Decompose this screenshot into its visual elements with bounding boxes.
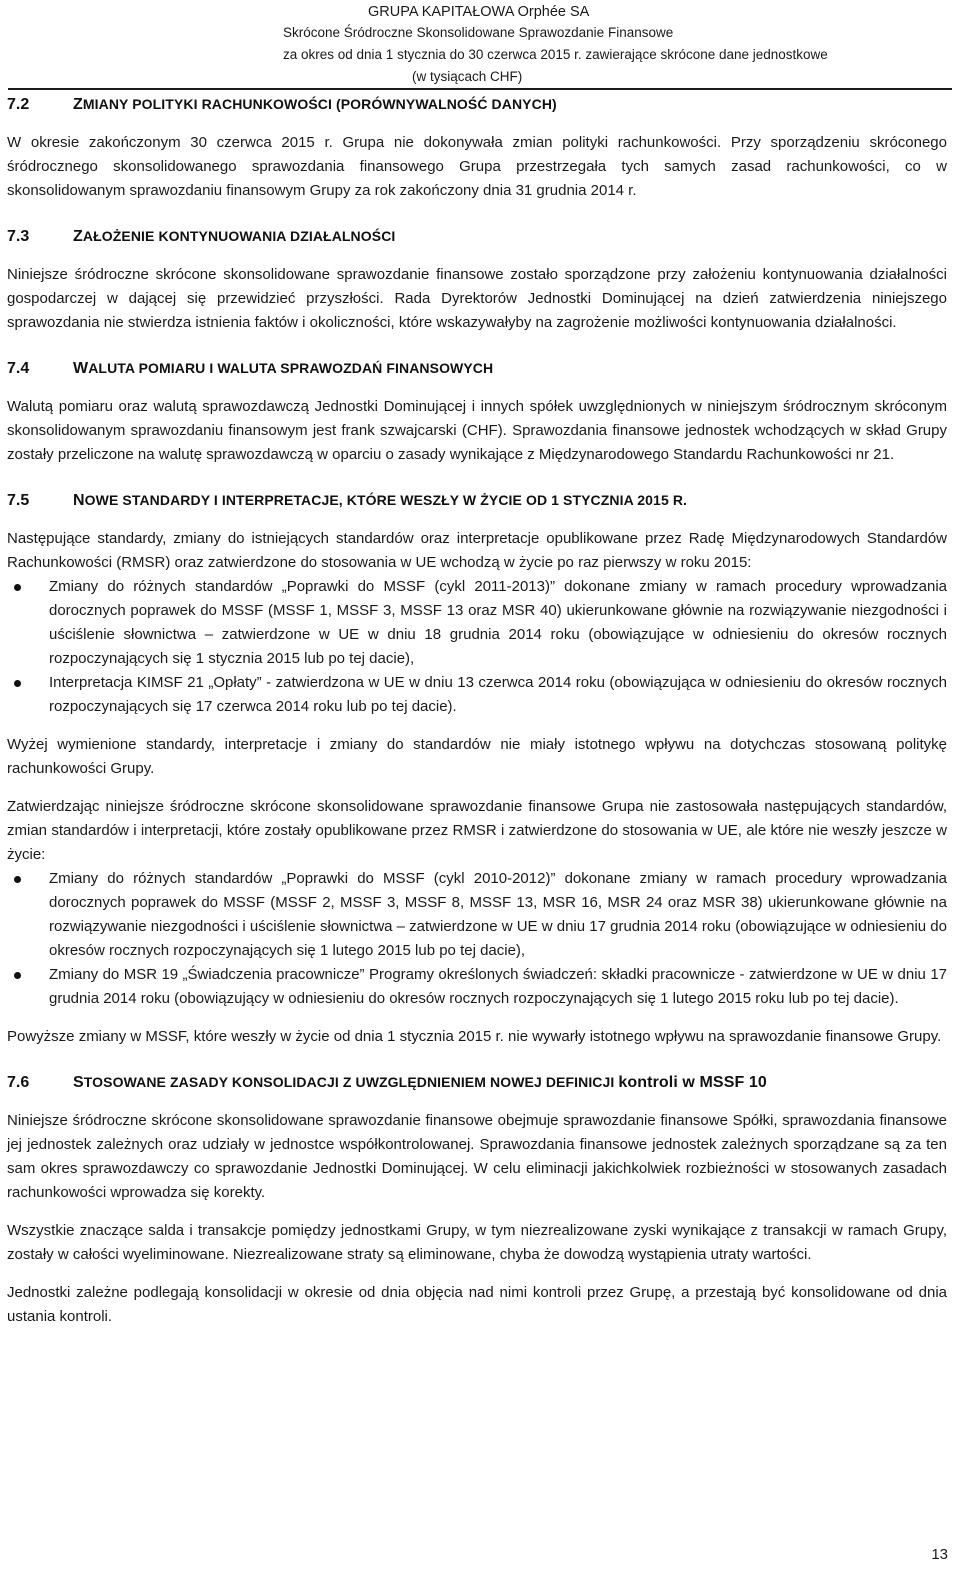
section-heading-7-3 bbox=[7, 224, 947, 249]
paragraph: Niniejsze śródroczne skrócone skonsolidowane sprawozdanie finansowe obejmuje sprawozdanie finansowe Spółki, sprawozdania finansowe jej jednostek zależnych oraz udziały w jednostce współkontrolowanej. Sprawozdania finansowe jednostek zależnych sporządzane są za ten sam okres sprawozdawczy co sprawozdanie Jednostki Dominującej. W celu eliminacji jakichkolwiek rozbieżności w stosowanych zasadach rachunkowości wprowadza się korekty. bbox=[7, 1112, 947, 1201]
section-title: STOSOWANE ZASADY KONSOLIDACJI Z UWZGLĘDNIENIEM NOWEJ DEFINICJI bbox=[73, 1074, 615, 1091]
paragraph: Wszystkie znaczące salda i transakcje pomiędzy jednostkami Grupy, w tym niezrealizowane zyski wynikające z transakcji w ramach Grupy, zostały w całości wyeliminowane. Niezrealizowane straty są eliminowane, chyba że dowodzą wystąpienia utraty wartości. bbox=[7, 1222, 947, 1263]
paragraph: Jednostki zależne podlegają konsolidacji w okresie od dnia objęcia nad nimi kontroli przez Grupę, a przestają być konsolidowane od dnia ustania kontroli. bbox=[7, 1284, 947, 1325]
paragraph: W okresie zakończonym 30 czerwca 2015 r. Grupa nie dokonywała zmian polityki rachunkowości. Przy sporządzeniu skróconego śródrocznego skonsolidowanego sprawozdania finansowego Grupa przestrzegała tych samych zasad rachunkowości, co w skonsolidowanym sprawozdaniu finansowym Grupy za rok zakończony dnia 31 grudnia 2014 r. bbox=[7, 134, 947, 199]
page-number: 13 bbox=[931, 1546, 948, 1563]
list-item: Zmiany do różnych standardów „Poprawki do MSSF (cykl 2010-2012)” dokonane zmiany w ramach procedury wprowadzania dorocznych poprawek do MSSF (MSSF 2, MSSF 3, MSSF 8, MSSF 13, MSR 16, MSR 24 oraz MSR 38) ukierunkowane głównie na rozwiązywanie niezgodności i uściślenie słownictwa – zatwierdzone w UE w dniu 17 grudnia 2014 roku (obowiązujące w odniesieniu do okresów rocznych rozpoczynających się 1 lutego 2015 lub po tej dacie), bbox=[7, 867, 947, 963]
section-number: 7.6 bbox=[7, 1074, 30, 1091]
bullet-icon bbox=[14, 584, 21, 591]
section-heading-7-4 bbox=[7, 356, 947, 381]
paragraph: Następujące standardy, zmiany do istniejących standardów oraz interpretacje opublikowane przez Radę Międzynarodowych Standardów Rachunkowości (RMSR) oraz zatwierdzone do stosowania w UE wchodzą w życie po raz pierwszy w roku 2015: bbox=[7, 530, 947, 571]
paragraph: Wyżej wymienione standardy, interpretacje i zmiany do standardów nie miały istotnego wpływu na dotychczas stosowaną politykę rachunkowości Grupy. bbox=[7, 736, 947, 777]
bullet-list bbox=[7, 575, 947, 719]
report-period: za okres od dnia 1 stycznia do 30 czerwca 2015 r. zawierające skrócone dane jednostkowe bbox=[283, 47, 828, 62]
document-body bbox=[7, 88, 947, 1329]
report-units: (w tysiącach CHF) bbox=[412, 69, 523, 84]
list-item: Zmiany do MSR 19 „Świadczenia pracownicze” Programy określonych świadczeń: składki pracownicze - zatwierdzone w UE w dniu 17 grudnia 2014 roku (obowiązujący w odniesieniu do okresów rocznych rozpoczynających się 1 lutego 2015 roku lub po tej dacie). bbox=[7, 963, 947, 1011]
bullet-icon bbox=[14, 680, 21, 687]
section-number: 7.5 bbox=[7, 492, 30, 509]
section-title: ZMIANY POLITYKI RACHUNKOWOŚCI (PORÓWNYWALNOŚĆ DANYCH) bbox=[73, 96, 557, 113]
section-title: NOWE STANDARDY I INTERPRETACJE, KTÓRE WESZŁY W ŻYCIE OD 1 STYCZNIA 2015 R. bbox=[73, 492, 688, 509]
section-heading-7-5 bbox=[7, 488, 947, 513]
bullet-icon bbox=[14, 876, 21, 883]
paragraph: Zatwierdzając niniejsze śródroczne skrócone skonsolidowane sprawozdanie finansowe Grupa nie zastosowała następujących standardów, zmian standardów i interpretacji, które zostały opublikowane przez RMSR i zatwierdzone do stosowania w UE, ale które nie weszły jeszcze w życie: bbox=[7, 798, 947, 863]
list-item: Interpretacja KIMSF 21 „Opłaty” - zatwierdzona w UE w dniu 13 czerwca 2014 roku (obowiązująca w odniesieniu do okresów rocznych rozpoczynających się 17 czerwca 2014 roku lub po tej dacie). bbox=[7, 671, 947, 719]
paragraph: Niniejsze śródroczne skrócone skonsolidowane sprawozdanie finansowe zostało sporządzone przy założeniu kontynuowania działalności gospodarczej w dającej się przewidzieć przyszłości. Rada Dyrektorów Jednostki Dominującej na dzień zatwierdzenia niniejszego sprawozdania nie stwierdza istnienia faktów i okoliczności, które wskazywałyby na zagrożenie możliwości kontynuowania działalności. bbox=[7, 266, 947, 331]
company-name: GRUPA KAPITAŁOWA Orphée SA bbox=[368, 4, 590, 20]
section-title: ZAŁOŻENIE KONTYNUOWANIA DZIAŁALNOŚCI bbox=[73, 228, 396, 245]
list-item: Zmiany do różnych standardów „Poprawki do MSSF (cykl 2011-2013)” dokonane zmiany w ramach procedury wprowadzania dorocznych poprawek do MSSF (MSSF 1, MSSF 3, MSSF 13 oraz MSR 40) ukierunkowane głównie na rozwiązywanie niezgodności i uściślenie słownictwa – zatwierdzone w UE w dniu 18 grudnia 2014 roku (obowiązujące w odniesieniu do okresów rocznych rozpoczynających się 1 stycznia 2015 lub po tej dacie), bbox=[7, 575, 947, 671]
section-number: 7.4 bbox=[7, 360, 30, 377]
paragraph: Powyższe zmiany w MSSF, które weszły w życie od dnia 1 stycznia 2015 r. nie wywarły istotnego wpływu na sprawozdanie finansowe Grupy. bbox=[7, 1028, 942, 1045]
bullet-icon bbox=[14, 972, 21, 979]
paragraph: Walutą pomiaru oraz walutą sprawozdawczą Jednostki Dominującej i innych spółek uwzględnionych w niniejszym śródrocznym skróconym skonsolidowanym sprawozdaniu finansowym jest frank szwajcarski (CHF). Sprawozdania finansowe jednostek wchodzących w skład Grupy zostały przeliczone na walutę sprawozdawczą w oparciu o zasady wynikające z Międzynarodowego Standardu Rachunkowości nr 21. bbox=[7, 398, 947, 463]
section-title-suffix: kontroli w MSSF 10 bbox=[618, 1074, 767, 1091]
report-title: Skrócone Śródroczne Skonsolidowane Sprawozdanie Finansowe bbox=[283, 25, 674, 40]
section-title: WALUTA POMIARU I WALUTA SPRAWOZDAŃ FINANSOWYCH bbox=[73, 360, 494, 377]
section-number: 7.2 bbox=[7, 96, 30, 113]
section-heading-7-6 bbox=[7, 1070, 947, 1095]
section-heading-7-2 bbox=[7, 92, 947, 117]
section-number: 7.3 bbox=[7, 228, 30, 245]
bullet-list bbox=[7, 867, 947, 1011]
